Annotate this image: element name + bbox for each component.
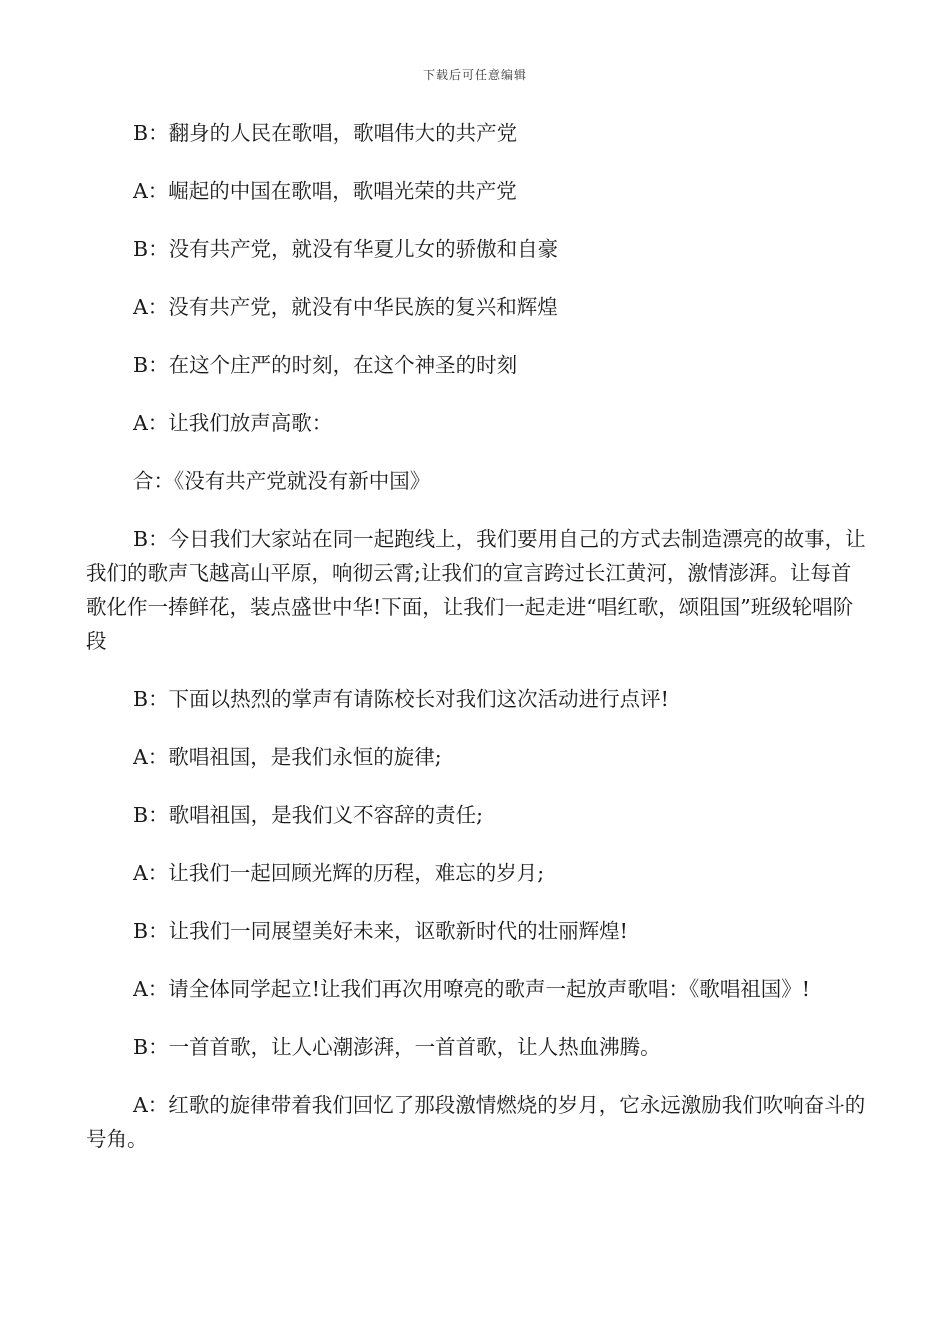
paragraph: B：让我们一同展望美好未来，讴歌新时代的壮丽辉煌! [133,919,628,943]
paragraph: A：红歌的旋律带着我们回忆了那段激情燃烧的岁月，它永远激励我们吹响奋斗的号角。 [86,1093,866,1151]
paragraph: A：让我们一起回顾光辉的历程，难忘的岁月; [133,861,545,885]
paragraph: A：请全体同学起立!让我们再次用嘹亮的歌声一起放声歌唱：《歌唱祖国》! [133,977,811,1001]
page-header: 下载后可任意编辑 [422,68,527,82]
paragraph: B：歌唱祖国，是我们义不容辞的责任; [133,803,483,827]
paragraph: A：崛起的中国在歌唱，歌唱光荣的共产党 [133,179,517,203]
paragraph: 合：《没有共产党就没有新中国》 [133,469,431,493]
paragraph: A：让我们放声高歌： [133,411,333,435]
paragraph: B：翻身的人民在歌唱，歌唱伟大的共产党 [133,121,518,145]
paragraph: A：歌唱祖国，是我们永恒的旋律; [133,745,442,769]
paragraph: B：下面以热烈的掌声有请陈校长对我们这次活动进行点评! [133,687,669,711]
paragraph: B：今日我们大家站在同一起跑线上，我们要用自己的方式去制造漂亮的故事，让我们的歌声飞越高山平原，响彻云霄;让我们的宣言跨过长江黄河，激情澎湃。让每首歌化作一捧鲜花，装点盛世中华!下面，让我们一起走进“唱红歌，颂阻国”班级轮唱阶段 [86,527,866,653]
paragraph: B：一首首歌，让人心潮澎湃，一首首歌，让人热血沸腾。 [133,1035,661,1059]
paragraph: B：没有共产党，就没有华夏儿女的骄傲和自豪 [133,237,559,261]
paragraph: A：没有共产党，就没有中华民族的复兴和辉煌 [133,295,558,319]
document-body [86,116,866,1180]
paragraph: B：在这个庄严的时刻，在这个神圣的时刻 [133,353,518,377]
